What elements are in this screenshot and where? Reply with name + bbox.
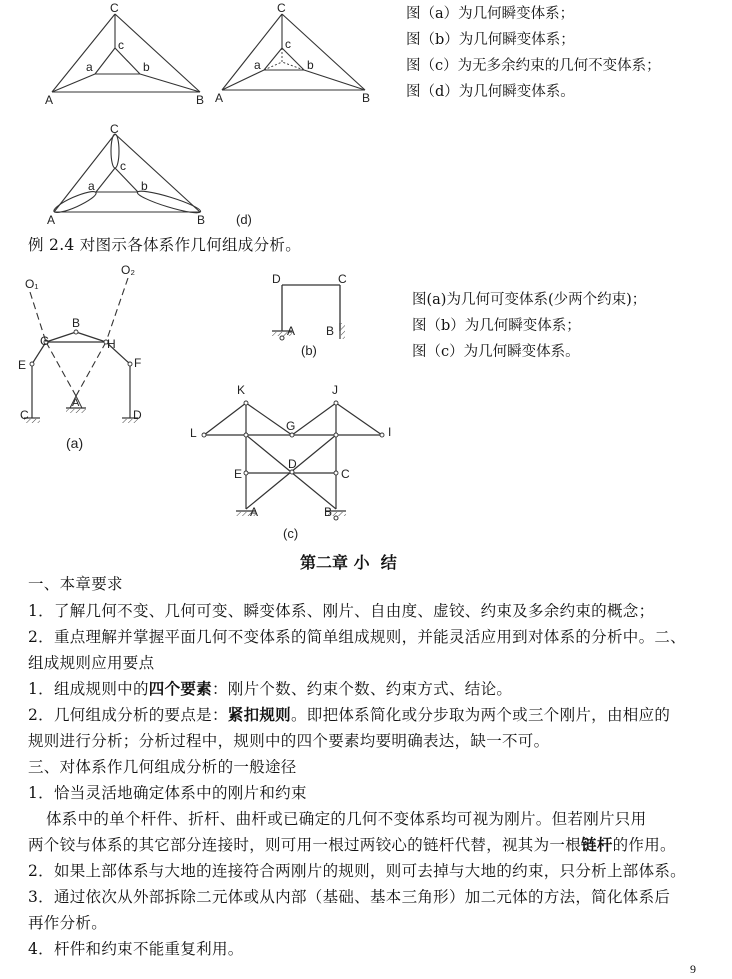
figure-d-triangle [40, 120, 280, 230]
label: B [362, 91, 371, 105]
text-run: 2．几何组成分析的要点是： [28, 706, 228, 724]
label: C [110, 1, 119, 15]
summary-line: 1．恰当灵活地确定体系中的刚片和约束 [28, 784, 307, 802]
summary-line [28, 705, 670, 725]
example-figure-c [182, 378, 422, 548]
summary-line: 规则进行分析；分析过程中，规则中的四个要素均要明确表达，缺一不可。 [28, 732, 550, 750]
text-run: 的作用。 [612, 836, 676, 854]
label: H [107, 337, 116, 351]
example-figure-a [10, 258, 180, 458]
summary-line: 体系中的单个杆件、折杆、曲杆或已确定的几何不变体系均可视为刚片。但若刚片只用 [46, 810, 647, 828]
summary-line: 3．通过依次从外部拆除二元体或从内部（基础、基本三角形）加二元体的方法，简化体系后 [28, 888, 671, 906]
label: L [190, 426, 197, 440]
label: c [118, 38, 124, 52]
summary-line: 三、对体系作几何组成分析的一般途径 [28, 758, 297, 776]
summary-line: 2．重点理解并掌握平面几何不变体系的简单组成规则，并能灵活应用到对体系的分析中。二、 [28, 628, 686, 646]
label: J [332, 383, 338, 397]
figure-tag: (b) [301, 343, 317, 358]
label: G [40, 334, 50, 348]
caption: 图（b）为几何瞬变体系； [412, 318, 581, 334]
label: B [196, 93, 205, 107]
caption: 图（d）为几何瞬变体系。 [406, 84, 575, 100]
summary-line: 4．杆件和约束不能重复利用。 [28, 940, 244, 958]
label: c [285, 37, 291, 51]
label: A [45, 93, 54, 107]
label: F [134, 356, 142, 370]
caption: 图(a)为几何可变体系(少两个约束)； [412, 292, 647, 308]
label: a [254, 58, 261, 72]
label: I [388, 425, 392, 439]
label: C [341, 467, 350, 481]
label: B [326, 324, 335, 338]
label: b [307, 58, 314, 72]
label: A [215, 91, 224, 105]
label: A [72, 397, 80, 409]
label: E [234, 467, 243, 481]
summary-line: 2．如果上部体系与大地的连接符合两刚片的规则，则可去掉与大地的约束，只分析上部体系。 [28, 862, 686, 880]
bold-term: 紧扣规则 [227, 706, 291, 724]
label: B [324, 505, 333, 519]
text-run: ：刚片个数、约束个数、约束方式、结论。 [211, 680, 513, 698]
summary-line [28, 679, 512, 699]
caption: 图（c）为无多余约束的几何不变体系； [406, 58, 661, 74]
label: b [143, 60, 150, 74]
label: A [287, 324, 296, 338]
label: B [197, 213, 206, 227]
figure-b-triangle [210, 0, 410, 110]
label: c [120, 159, 126, 173]
label: C [277, 1, 286, 15]
bold-term: 链杆 [581, 836, 613, 854]
text-run: 两个铰与体系的其它部分连接时，则可用一根过两铰心的链杆代替，视其为一根 [28, 836, 582, 854]
label: A [47, 213, 56, 227]
label: D [288, 457, 297, 471]
label: D [272, 272, 281, 286]
label: b [141, 179, 148, 193]
summary-line: 组成规则应用要点 [28, 654, 155, 672]
label: D [133, 408, 142, 422]
figure-tag: (d) [236, 212, 252, 227]
example-title: 例 2.4 对图示各体系作几何组成分析。 [28, 236, 302, 254]
summary-line: 再作分析。 [28, 914, 108, 932]
summary-line: 一、本章要求 [28, 575, 123, 593]
caption: 图（b）为几何瞬变体系； [406, 32, 575, 48]
label: K [237, 383, 246, 397]
summary-body [28, 574, 718, 964]
label: E [18, 358, 27, 372]
label: G [286, 419, 296, 433]
example-figure-b [258, 265, 368, 365]
figure-tag: (c) [283, 526, 299, 541]
page-number: 9 [690, 962, 696, 976]
label: C [20, 408, 29, 422]
label: O₂ [121, 263, 135, 277]
label: a [86, 60, 93, 74]
label: C [110, 122, 119, 136]
label: A [250, 505, 259, 519]
summary-line [28, 835, 676, 855]
text-run: 。即把体系简化或分步取为两个或三个刚片，由相应的 [290, 706, 671, 724]
label: a [88, 179, 95, 193]
text-run: 1．组成规则中的 [28, 680, 149, 698]
label: O₁ [25, 277, 39, 291]
bold-term: 四个要素 [148, 680, 212, 698]
summary-line: 1．了解几何不变、几何可变、瞬变体系、刚片、自由度、虚铰、约束及多余约束的概念； [28, 602, 655, 620]
label: C [338, 272, 347, 286]
caption: 图（c）为几何瞬变体系。 [412, 344, 580, 360]
figure-tag: (a) [66, 435, 84, 451]
label: B [72, 316, 81, 330]
caption: 图（a）为几何瞬变体系； [406, 6, 575, 22]
chapter-summary-heading: 第二章 小 结 [300, 553, 397, 572]
